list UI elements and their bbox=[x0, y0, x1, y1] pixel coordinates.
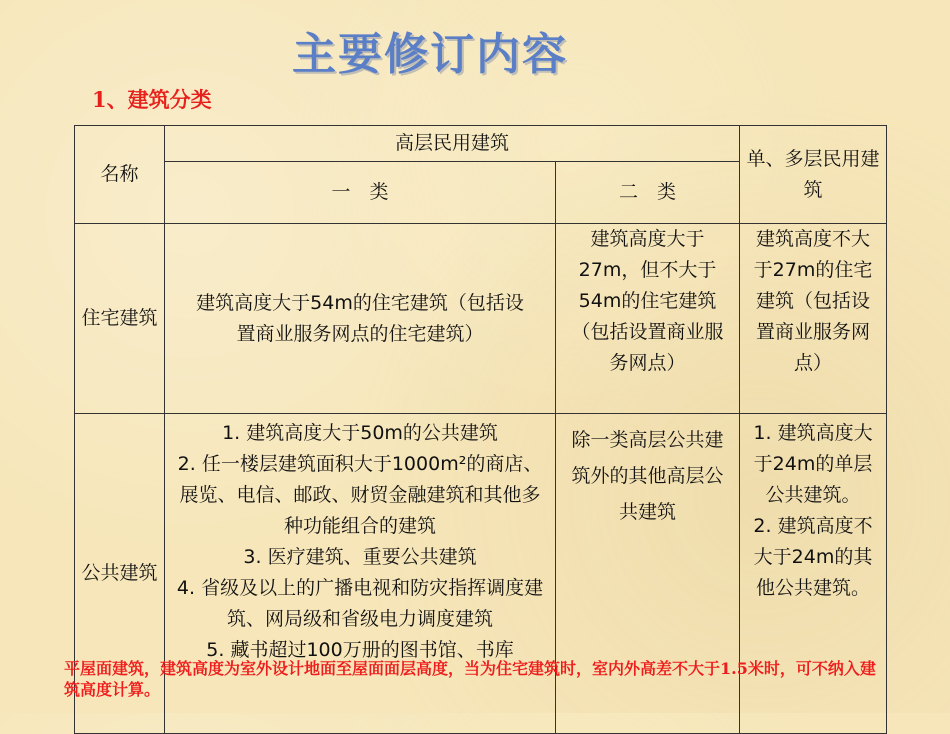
public-lowrise-item: 1. 建筑高度大于24m的单层公共建筑。 bbox=[753, 422, 873, 506]
row-public-label: 公共建筑 bbox=[75, 414, 165, 734]
public-class1-item: 3. 医疗建筑、重要公共建筑 bbox=[243, 546, 477, 568]
footnote: 平屋面建筑，建筑高度为室外设计地面至屋面面层高度，当为住宅建筑时，室内外高差不大于1.5米时，可不纳入建筑高度计算。 bbox=[64, 659, 876, 699]
residential-lowrise-cell: 建筑高度不大于27m的住宅建筑（包括设置商业服务网点） bbox=[740, 224, 887, 414]
header-class1: 一 类 bbox=[165, 162, 556, 224]
section-heading: 1、建筑分类 bbox=[92, 87, 212, 112]
row-residential-label: 住宅建筑 bbox=[75, 224, 165, 414]
residential-class1-cell: 建筑高度大于54m的住宅建筑（包括设置商业服务网点的住宅建筑） bbox=[165, 224, 556, 414]
residential-class2-cell: 建筑高度大于27m，但不大于54m的住宅建筑（包括设置商业服务网点） bbox=[556, 224, 740, 414]
public-class2-cell: 除一类高层公共建筑外的其他高层公共建筑 bbox=[556, 414, 740, 734]
header-class2: 二 类 bbox=[556, 162, 740, 224]
public-class1-item: 5. 藏书超过100万册的图书馆、书库 bbox=[206, 639, 514, 661]
public-class1-item: 1. 建筑高度大于50m的公共建筑 bbox=[222, 422, 498, 444]
header-name: 名称 bbox=[75, 126, 165, 224]
header-lowrise: 单、多层民用建筑 bbox=[740, 126, 887, 224]
classification-table bbox=[74, 125, 887, 734]
header-highrise: 高层民用建筑 bbox=[165, 126, 740, 162]
page-title: 主要修订内容 bbox=[292, 29, 568, 80]
public-lowrise-item: 2. 建筑高度不大于24m的其他公共建筑。 bbox=[753, 515, 873, 599]
public-class1-item: 2. 任一楼层建筑面积大于1000m²的商店、展览、电信、邮政、财贸金融建筑和其他多种功能组合的建筑 bbox=[177, 453, 543, 537]
public-class1-item: 4. 省级及以上的广播电视和防灾指挥调度建筑、网局级和省级电力调度建筑 bbox=[176, 577, 544, 630]
